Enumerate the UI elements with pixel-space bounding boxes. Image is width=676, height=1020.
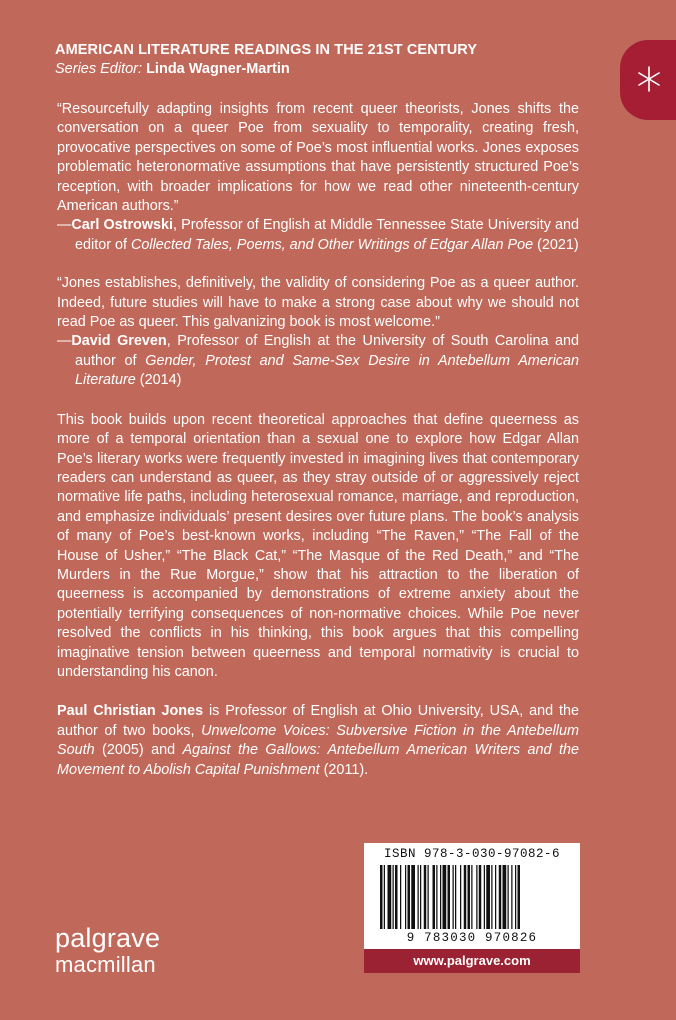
barcode-bar [405, 865, 406, 929]
barcode-bar [411, 865, 415, 929]
endorser-work: Collected Tales, Poems, and Other Writings of Edgar Allan Poe [131, 236, 534, 253]
author-bio [57, 702, 579, 780]
barcode-bar [511, 865, 512, 929]
author-bio-text-3: (2011). [319, 761, 369, 778]
barcode-bar [443, 865, 447, 929]
series-editor-label: Series Editor: [55, 61, 143, 77]
author-bio-text-2: (2005) and [94, 742, 183, 759]
barcode-bar [471, 865, 472, 929]
endorser-name: David Greven [71, 333, 167, 350]
book-description: This book builds upon recent theoretical approaches that define queerness as more of a temporal orientation than a sexual one to explore how Edgar Allan Poe’s literary works were frequently invested in imagining lives that contemporary readers can understand as queer, as they stray outside of or aggressively reject normative life paths, including heterosexual romance, marriage, and reproduction, and emphasize individuals’ present desires over future plans. The book’s analysis of many of Poe’s best-known works, including “The Raven,” “The Fall of the House of Usher,” “The Black Cat,” “The Masque of the Red Death,” and “The Murders in the Rue Morgue,” show that his attraction to the liberation of queerness is accompanied by demonstrations of extreme anxiety about the potentially terrifying consequences of non-normative choices. While Poe never resolved the conflicts in his thinking, this book argues that this compelling imaginative tension between queerness and temporal normativity is crucial to understanding his canon. [57, 411, 579, 680]
barcode-bar [508, 865, 509, 929]
barcode-bar [388, 865, 392, 929]
barcode-bar [420, 865, 421, 929]
barcode-bar [440, 865, 441, 929]
barcode-bar [518, 865, 521, 929]
endorsement-1-text: “Resourcefully adapting insights from recent queer theorists, Jones shifts the conversation on a queer Poe from sexuality to temporality, creating fresh, provocative perspectives on some of Poe’s most influential works. Jones exposes problematic heteronormative assumptions that have persistently structured Poe’s reception, with broader implications for how we read other nineteenth-century American authors.” [57, 101, 579, 215]
barcode-bar [476, 865, 477, 929]
barcode-bar [479, 865, 482, 929]
endorsement-2-attribution [57, 332, 579, 390]
barcode-bar [515, 865, 516, 929]
barcode-bar [428, 865, 429, 929]
endorsement-1-attribution [57, 216, 579, 255]
publisher-website[interactable]: www.palgrave.com [364, 949, 580, 973]
endorsement-2 [57, 274, 579, 390]
barcode-bar [448, 865, 451, 929]
endorser-name: Carl Ostrowski [71, 217, 174, 234]
barcode-bar [468, 865, 471, 929]
endorser-affiliation: , Professor of English at Middle Tennessee State University and editor of [75, 217, 579, 253]
barcode-bar [384, 865, 385, 929]
barcode-bar [393, 865, 394, 929]
palgrave-star-icon [638, 64, 660, 94]
author-name: Paul Christian Jones [57, 703, 204, 720]
barcode-bar [460, 865, 461, 929]
endorser-work-year: (2014) [135, 372, 182, 389]
publisher-logo-tab [620, 40, 676, 120]
publisher-logo-line-1: palgrave [55, 923, 161, 953]
publisher-logo [55, 925, 160, 976]
endorser-affiliation: , Professor of English at the University of South Carolina and author of [75, 333, 579, 369]
barcode-icon [380, 865, 564, 929]
barcode-bar [408, 865, 411, 929]
back-cover-content [57, 100, 579, 780]
author-bio-text-1: is Professor of English at Ohio University, USA, and the author of two books, [57, 703, 579, 739]
barcode-bar [484, 865, 485, 929]
barcode-bar [495, 865, 496, 929]
publisher-logo-line-2: macmillan [55, 952, 156, 977]
isbn-label: ISBN 978-3-030-97082-6 [383, 847, 561, 861]
barcode-bar [436, 865, 437, 929]
barcode-bar [503, 865, 507, 929]
attribution-dash: — [57, 217, 72, 234]
barcode-bar [464, 865, 467, 929]
barcode-bar [499, 865, 502, 929]
barcode-bar [455, 865, 456, 929]
barcode-bar [424, 865, 427, 929]
endorser-work: Gender, Protest and Same-Sex Desire in Antebellum American Literature [75, 352, 579, 389]
barcode-bar [453, 865, 454, 929]
barcode-bar [395, 865, 398, 929]
barcode-bar [433, 865, 436, 929]
barcode-bar [380, 865, 383, 929]
attribution-dash: — [57, 333, 72, 350]
endorsement-1 [57, 100, 579, 255]
barcode-box [364, 843, 580, 973]
endorser-work-year: (2021) [533, 236, 579, 253]
author-book-2: Against the Gallows: Antebellum American Writers and the Movement to Abolish Capital Punishment [57, 742, 579, 778]
series-editor [55, 61, 290, 77]
isbn-digits: 9 783030 970826 [406, 931, 538, 945]
barcode-bar [400, 865, 401, 929]
endorsement-2-text: “Jones establishes, definitively, the validity of considering Poe as a queer author. Indeed, future studies will have to make a strong case about why we should not read Poe as queer. This galvanizing book is most welcome.” [57, 275, 579, 331]
barcode-bar [491, 865, 492, 929]
series-title: AMERICAN LITERATURE READINGS IN THE 21ST CENTURY [55, 42, 478, 58]
barcode-bar [418, 865, 419, 929]
author-book-1: Unwelcome Voices: Subversive Fiction in the Antebellum South [57, 722, 579, 759]
barcode-bar [486, 865, 490, 929]
series-editor-name: Linda Wagner-Martin [146, 61, 290, 77]
